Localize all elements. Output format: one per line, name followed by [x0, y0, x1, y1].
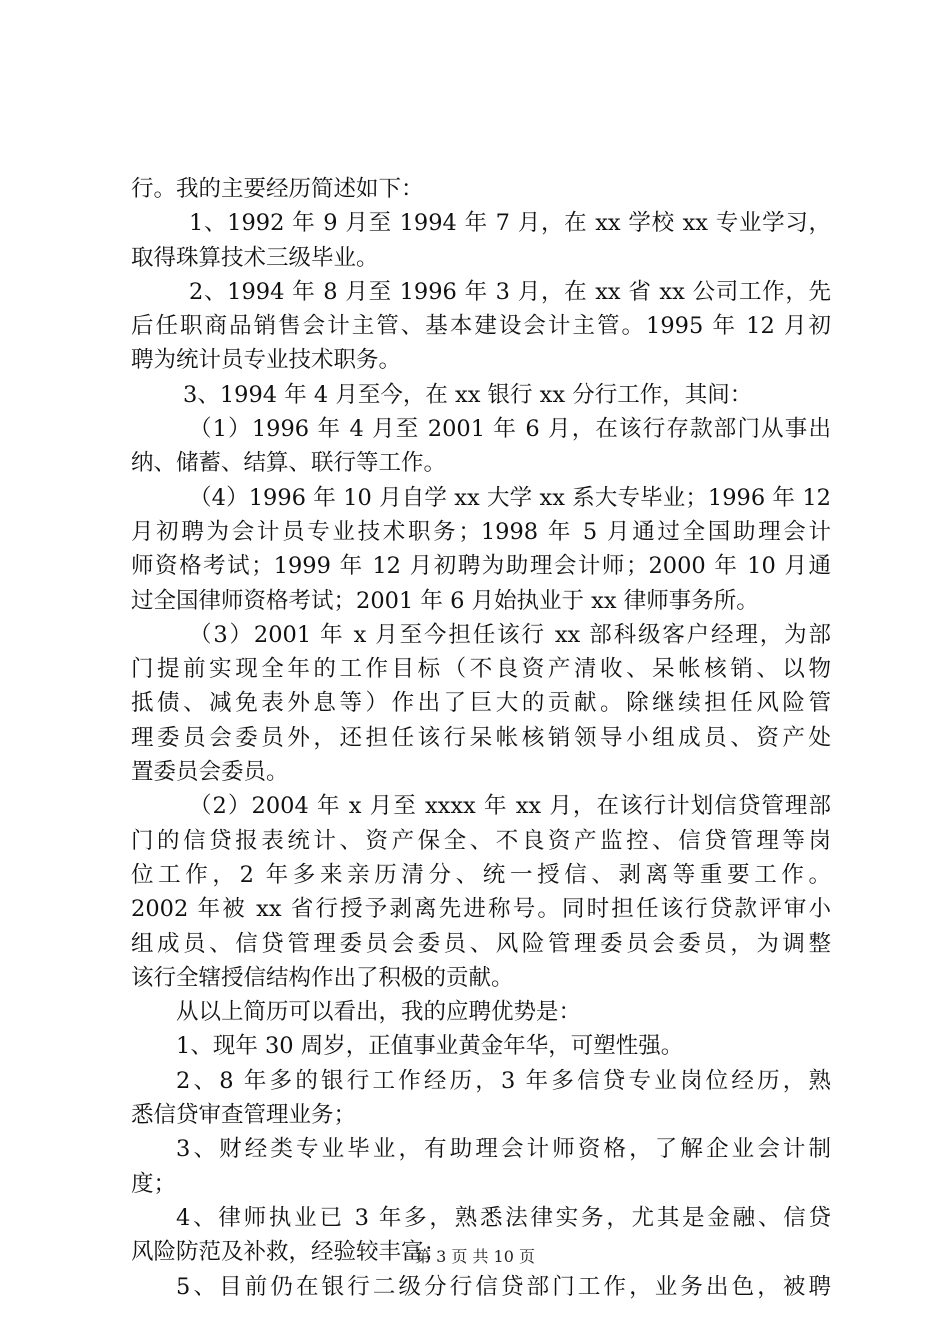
text-line: 月初聘为会计员专业技术职务；1998 年 5 月通过全国助理会计: [131, 518, 831, 545]
text-line: 门的信贷报表统计、资产保全、不良资产监控、信贷管理等岗: [131, 827, 831, 854]
text-line: 2、8 年多的银行工作经历，3 年多信贷专业岗位经历，熟: [176, 1067, 831, 1094]
text-line: 行。我的主要经历简述如下：: [131, 176, 424, 202]
text-line: 纳、储蓄、结算、联行等工作。: [131, 450, 447, 477]
text-line: 4、律师执业已 3 年多，熟悉法律实务，尤其是金融、信贷: [176, 1204, 831, 1231]
text-line: 取得珠算技术三级毕业。: [131, 244, 379, 271]
text-line: （2）2004 年 x 月至 xxxx 年 xx 月，在该行计划信贷管理部: [189, 793, 831, 820]
text-line: 置委员会委员。: [131, 759, 289, 786]
text-line: 3、财经类专业毕业，有助理会计师资格，了解企业会计制: [176, 1136, 831, 1163]
text-line: 2002 年被 xx 省行授予剥离先进称号。同时担任该行贷款评审小: [131, 896, 831, 923]
text-line: 门提前实现全年的工作目标（不良资产清收、呆帐核销、以物: [131, 656, 831, 683]
text-line: 理委员会委员外，还担任该行呆帐核销领导小组成员、资产处: [131, 724, 831, 751]
text-line: 从以上简历可以看出，我的应聘优势是：: [176, 999, 582, 1026]
text-line: 聘为统计员专业技术职务。: [131, 347, 402, 374]
text-line: 后任职商品销售会计主管、基本建设会计主管。1995 年 12 月初: [131, 313, 831, 340]
text-line: 风险防范及补救，经验较丰富；: [131, 1239, 447, 1266]
text-line: 2、1994 年 8 月至 1996 年 3 月，在 xx 省 xx 公司工作，先: [189, 278, 831, 305]
text-line: 1、1992 年 9 月至 1994 年 7 月，在 xx 学校 xx 专业学习，: [189, 210, 831, 237]
text-line: 组成员、信贷管理委员会委员、风险管理委员会委员，为调整: [131, 930, 831, 957]
text-line: （1）1996 年 4 月至 2001 年 6 月，在该行存款部门从事出: [189, 416, 831, 443]
text-line: （3）2001 年 x 月至今担任该行 xx 部科级客户经理，为部: [189, 621, 831, 648]
text-line: 过全国律师资格考试；2001 年 6 月始执业于 xx 律师事务所。: [131, 587, 759, 614]
text-line: 度；: [131, 1170, 177, 1197]
text-line: 5、目前仍在银行二级分行信贷部门工作，业务出色，被聘: [176, 1273, 831, 1300]
text-line: （4）1996 年 10 月自学 xx 大学 xx 系大专毕业；1996 年 12: [189, 484, 831, 511]
body-text: [131, 172, 831, 1304]
text-line: 抵债、减免表外息等）作出了巨大的贡献。除继续担任风险管: [131, 690, 831, 717]
text-line: 悉信贷审查管理业务；: [131, 1102, 357, 1129]
text-line: 师资格考试；1999 年 12 月初聘为助理会计师；2000 年 10 月通: [131, 553, 831, 580]
text-line: 该行全辖授信结构作出了积极的贡献。: [131, 964, 514, 991]
text-line: 位工作，2 年多来亲历清分、统一授信、剥离等重要工作。: [131, 861, 831, 888]
page-number-footer: 第 3 页 共 10 页: [415, 1247, 535, 1266]
text-line: 3、1994 年 4 月至今，在 xx 银行 xx 分行工作，其间：: [183, 381, 753, 408]
text-line: 1、现年 30 周岁，正值事业黄金年华，可塑性强。: [176, 1033, 684, 1060]
